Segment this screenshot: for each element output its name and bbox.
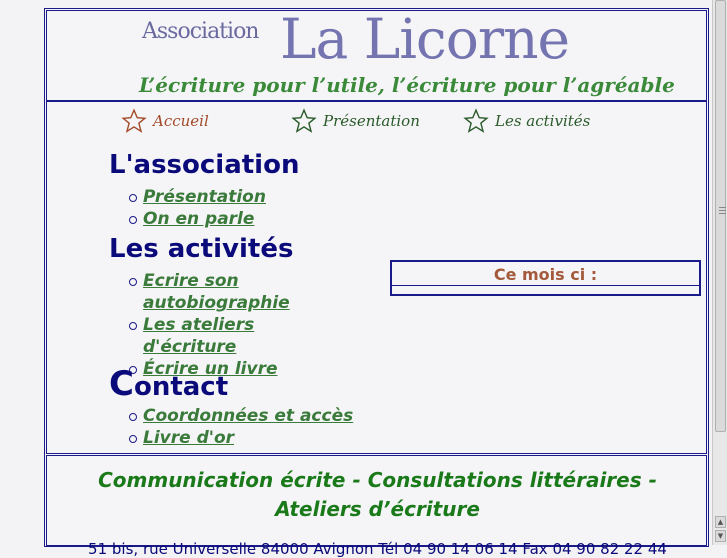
contact-links	[109, 405, 353, 449]
list-item	[109, 208, 266, 230]
site-header	[46, 7, 707, 101]
section-title-contact	[109, 364, 228, 404]
site-logo-title[interactable]: La Licorne	[280, 7, 570, 71]
scroll-up-button[interactable]: ▲	[715, 516, 726, 528]
footer-address: 51 bis, rue Universelle 84000 Avignon Tél 04 90 14 06 14 Fax 04 90 82 22 44	[88, 540, 667, 558]
grip-line	[719, 213, 726, 214]
nav-activites-label: Les activités	[495, 112, 591, 130]
section-title-activites: Les activités	[109, 234, 294, 264]
list-item	[109, 186, 266, 208]
contact-initial: C	[109, 364, 134, 404]
nav-presentation-label: Présentation	[323, 112, 420, 130]
list-item	[109, 270, 349, 314]
site-footer	[46, 455, 707, 558]
nav-accueil[interactable]	[121, 108, 209, 134]
nav-accueil-label: Accueil	[153, 112, 209, 130]
star-outline-icon	[463, 108, 489, 134]
scrollbar-thumb[interactable]	[715, 0, 726, 432]
link-ateliers[interactable]: Les ateliers d'écriture	[143, 315, 255, 357]
site-tagline: L’écriture pour l’utile, l’écriture pour l’agréable	[139, 73, 675, 97]
list-item	[109, 427, 353, 449]
grip-line	[719, 207, 726, 208]
link-ecrire-livre[interactable]: Écrire un livre	[143, 359, 278, 379]
ce-mois-ci-title: Ce mois ci :	[392, 262, 699, 286]
list-item	[109, 314, 349, 358]
link-autobiographie[interactable]: Ecrire son autobiographie	[143, 271, 290, 313]
scroll-down-button[interactable]: ▼	[715, 530, 726, 542]
link-coordonnees[interactable]: Coordonnées et accès	[143, 406, 354, 426]
association-label: Association	[142, 19, 259, 44]
page-frame	[44, 7, 709, 558]
footer-services-line1: Communication écrite - Consultations littéraires -	[98, 468, 657, 492]
section-title-association: L'association	[109, 150, 300, 180]
page-scrollbar[interactable]	[712, 0, 727, 545]
footer-services-line2: Ateliers d’écriture	[275, 497, 480, 521]
link-presentation[interactable]: Présentation	[143, 187, 266, 207]
ce-mois-ci-box	[390, 260, 701, 296]
main-content	[46, 101, 707, 454]
contact-rest: ontact	[133, 372, 229, 402]
nav-presentation[interactable]	[291, 108, 420, 134]
footer-services	[47, 466, 708, 524]
link-livre-or[interactable]: Livre d'or	[143, 428, 235, 448]
star-outline-icon	[291, 108, 317, 134]
nav-activites[interactable]	[463, 108, 590, 134]
list-item	[109, 405, 353, 427]
link-on-en-parle[interactable]: On en parle	[143, 209, 255, 229]
association-links	[109, 186, 266, 230]
star-outline-icon	[121, 108, 147, 134]
grip-line	[719, 210, 726, 211]
